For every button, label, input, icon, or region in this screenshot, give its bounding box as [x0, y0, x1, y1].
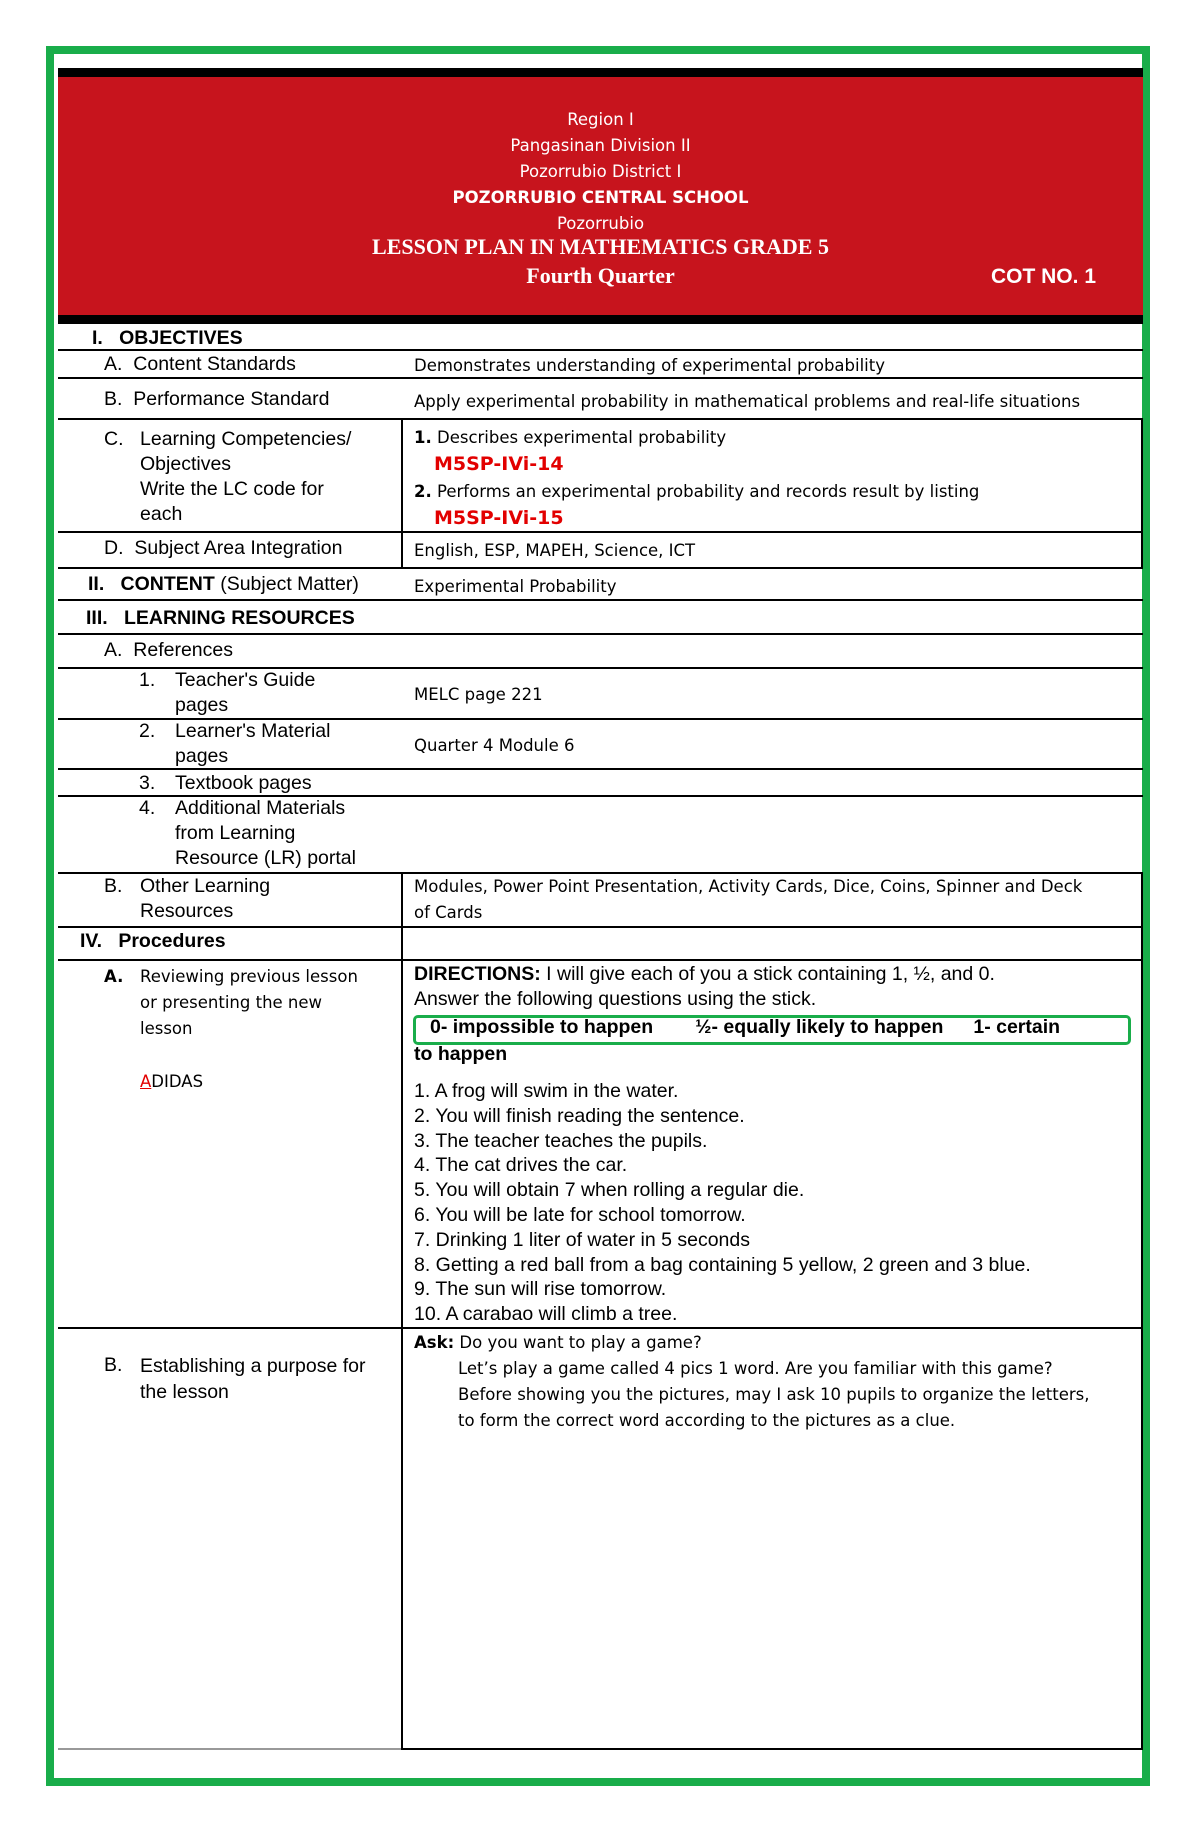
- document-title: LESSON PLAN IN MATHEMATICS GRADE 5: [372, 234, 829, 259]
- header-top-rule: [58, 68, 1143, 77]
- procedure-b-label: [140, 1353, 365, 1405]
- row-rule: [58, 349, 1143, 351]
- competency-code: M5SP-IVi-14: [434, 453, 564, 475]
- label-line: Other Learning: [140, 875, 271, 897]
- stick-legend: [430, 1016, 1060, 1039]
- header-lines: [58, 107, 1143, 237]
- row-rule: [58, 633, 1143, 635]
- quarter: Fourth Quarter: [526, 263, 675, 288]
- list-item: 8. Getting a red ball from a bag containing 5 yellow, 2 green and 3 blue.: [414, 1253, 1031, 1276]
- procedure-a-label: [140, 964, 358, 1042]
- table-bottom-rule: [401, 1748, 1143, 1750]
- competency-text: Describes experimental probability: [437, 428, 727, 447]
- item-number: 2.: [414, 482, 432, 501]
- cot-number: COT NO. 1: [990, 265, 1096, 288]
- integration-value: English, ESP, MAPEH, Science, ICT: [414, 541, 696, 560]
- paragraph-line: Let’s play a game called 4 pics 1 word. Are you familiar with this game?: [458, 1359, 1053, 1378]
- section-subtitle: (Subject Matter): [220, 573, 359, 595]
- stick-one: 1- certain: [973, 1016, 1061, 1038]
- row-rule: [58, 926, 1143, 928]
- label-line: Additional Materials: [175, 797, 346, 819]
- ask-line: [414, 1330, 1090, 1356]
- table-bottom-rule-left: [58, 1748, 401, 1750]
- row-rule: [58, 599, 1143, 601]
- other-value: [414, 874, 1082, 926]
- content-standards-value: Demonstrates understanding of experimental probability: [414, 356, 885, 375]
- label-line: or presenting the new: [140, 993, 323, 1012]
- label-line: Resource (LR) portal: [175, 847, 356, 869]
- list-item: 1. A frog will swim in the water.: [414, 1080, 679, 1102]
- directions-line: [414, 962, 995, 987]
- procedure-a-letter: A.: [104, 967, 124, 986]
- paragraph-line: to form the correct word according to the pictures as a clue.: [458, 1411, 956, 1430]
- label-line: Reviewing previous lesson: [140, 967, 358, 986]
- section-number: I.: [92, 327, 103, 349]
- additional-number: 4.: [139, 797, 156, 819]
- question-list: [414, 1079, 1031, 1327]
- adidas-label: [140, 1069, 203, 1094]
- ask-label: Ask:: [414, 1333, 455, 1352]
- right-border: [1141, 872, 1143, 1750]
- label-line: lesson: [140, 1019, 193, 1038]
- tg-value: MELC page 221: [414, 685, 543, 704]
- procedure-b-content: [414, 1330, 1090, 1434]
- district: Pozorrubio District I: [519, 162, 682, 181]
- section-title: OBJECTIVES: [119, 327, 243, 349]
- list-item: 7. Drinking 1 liter of water in 5 seconds: [414, 1228, 750, 1251]
- value-line: Modules, Power Point Presentation, Activity Cards, Dice, Coins, Spinner and Deck: [414, 877, 1083, 896]
- region: Region I: [567, 110, 634, 129]
- references-label: [104, 638, 233, 663]
- item-label: Subject Area Integration: [134, 537, 343, 559]
- objectives-heading: [92, 327, 243, 350]
- row-rule: [58, 768, 1143, 770]
- section-number: III.: [86, 607, 108, 629]
- adidas-first-letter: A: [140, 1072, 152, 1091]
- tg-number: 1.: [139, 669, 156, 691]
- header-bottom-rule: [58, 315, 1143, 324]
- label-line: the lesson: [140, 1381, 229, 1403]
- row-rule: [58, 959, 1143, 961]
- competency-item: [414, 424, 979, 451]
- label-line: pages: [175, 694, 229, 716]
- row-rule: [58, 377, 1143, 379]
- item-number: 1.: [414, 428, 432, 447]
- section-title: Procedures: [118, 930, 226, 952]
- row-rule: [58, 1327, 1143, 1329]
- lm-value: Quarter 4 Module 6: [414, 736, 575, 755]
- stick-zero: 0- impossible to happen: [430, 1016, 654, 1038]
- item-label: Performance Standard: [133, 388, 330, 410]
- item-letter: C.: [104, 428, 124, 450]
- list-item: 5. You will obtain 7 when rolling a regular die.: [414, 1179, 805, 1202]
- procedure-b-letter: B.: [104, 1354, 123, 1376]
- item-letter: A.: [104, 639, 123, 661]
- textbook-number: 3.: [139, 772, 156, 794]
- lm-number: 2.: [139, 720, 156, 742]
- section-number: II.: [88, 573, 105, 595]
- ask-text: Do you want to play a game?: [454, 1333, 702, 1352]
- directions-label: DIRECTIONS:: [414, 963, 541, 985]
- label-line: Establishing a purpose for: [140, 1355, 366, 1377]
- column-divider: [401, 418, 403, 567]
- content-standards-label: [104, 352, 296, 377]
- other-label: [140, 874, 270, 924]
- right-border: [1141, 418, 1143, 567]
- performance-standard-label: [104, 387, 329, 412]
- competency-item: [414, 478, 979, 505]
- adidas-rest: DIDAS: [151, 1072, 204, 1091]
- division: Pangasinan Division II: [510, 136, 691, 155]
- town: Pozorrubio: [556, 214, 645, 233]
- label-line: pages: [175, 745, 229, 767]
- section-number: IV.: [80, 930, 103, 952]
- list-item: 2. You will finish reading the sentence.: [414, 1104, 745, 1127]
- header-banner: [58, 77, 1143, 315]
- textbook-label: Textbook pages: [175, 772, 312, 794]
- content-heading: [88, 572, 359, 597]
- resources-heading: [86, 607, 355, 630]
- label-line: Learning Competencies/: [140, 428, 352, 450]
- list-item: 4. The cat drives the car.: [414, 1154, 628, 1177]
- list-item: 9. The sun will rise tomorrow.: [414, 1278, 667, 1301]
- section-title: CONTENT: [120, 573, 215, 595]
- procedures-heading: [80, 930, 226, 953]
- school-name: POZORRUBIO CENTRAL SCHOOL: [452, 188, 749, 207]
- stick-legend-wrap: to happen: [414, 1043, 508, 1065]
- lm-label: [175, 719, 330, 769]
- label-line: Teacher's Guide: [175, 669, 316, 691]
- competencies-list: [414, 424, 979, 532]
- content-value: Experimental Probability: [414, 577, 617, 596]
- row-rule: [58, 531, 1143, 533]
- competencies-text: [140, 427, 351, 527]
- other-letter: B.: [104, 875, 123, 897]
- additional-label: [175, 796, 356, 871]
- label-line: Objectives: [140, 453, 232, 475]
- paragraph-line: Before showing you the pictures, may I ask 10 pupils to organize the letters,: [458, 1385, 1090, 1404]
- row-rule: [58, 567, 1143, 569]
- label-line: Learner's Material: [175, 720, 331, 742]
- item-letter: A.: [104, 353, 123, 375]
- directions: [414, 962, 995, 1012]
- list-item: 6. You will be late for school tomorrow.: [414, 1203, 746, 1226]
- label-line: Resources: [140, 900, 234, 922]
- column-divider: [401, 872, 403, 1750]
- competency-code: M5SP-IVi-15: [434, 507, 564, 529]
- directions-line: Answer the following questions using the stick.: [414, 988, 817, 1010]
- label-line: each: [140, 503, 183, 525]
- performance-standard-value: Apply experimental probability in mathematical problems and real-life situations: [414, 392, 1081, 411]
- integration-label: [104, 536, 342, 561]
- value-line: of Cards: [414, 903, 483, 922]
- list-item: 3. The teacher teaches the pupils.: [414, 1129, 708, 1152]
- item-label: References: [133, 639, 233, 661]
- stick-half: ½- equally likely to happen: [695, 1016, 944, 1038]
- item-letter: B.: [104, 388, 123, 410]
- competencies-label: [104, 427, 124, 452]
- competency-text: Performs an experimental probability and records result by listing: [437, 482, 980, 501]
- tg-label: [175, 668, 315, 718]
- list-item: 10. A carabao will climb a tree.: [414, 1303, 678, 1326]
- item-letter: D.: [104, 537, 124, 559]
- label-line: from Learning: [175, 822, 296, 844]
- directions-text: I will give each of you a stick containing 1, ½, and 0.: [540, 963, 995, 985]
- row-rule: [58, 418, 1143, 420]
- section-title: LEARNING RESOURCES: [123, 607, 355, 629]
- label-line: Write the LC code for: [140, 478, 324, 500]
- item-label: Content Standards: [133, 353, 296, 375]
